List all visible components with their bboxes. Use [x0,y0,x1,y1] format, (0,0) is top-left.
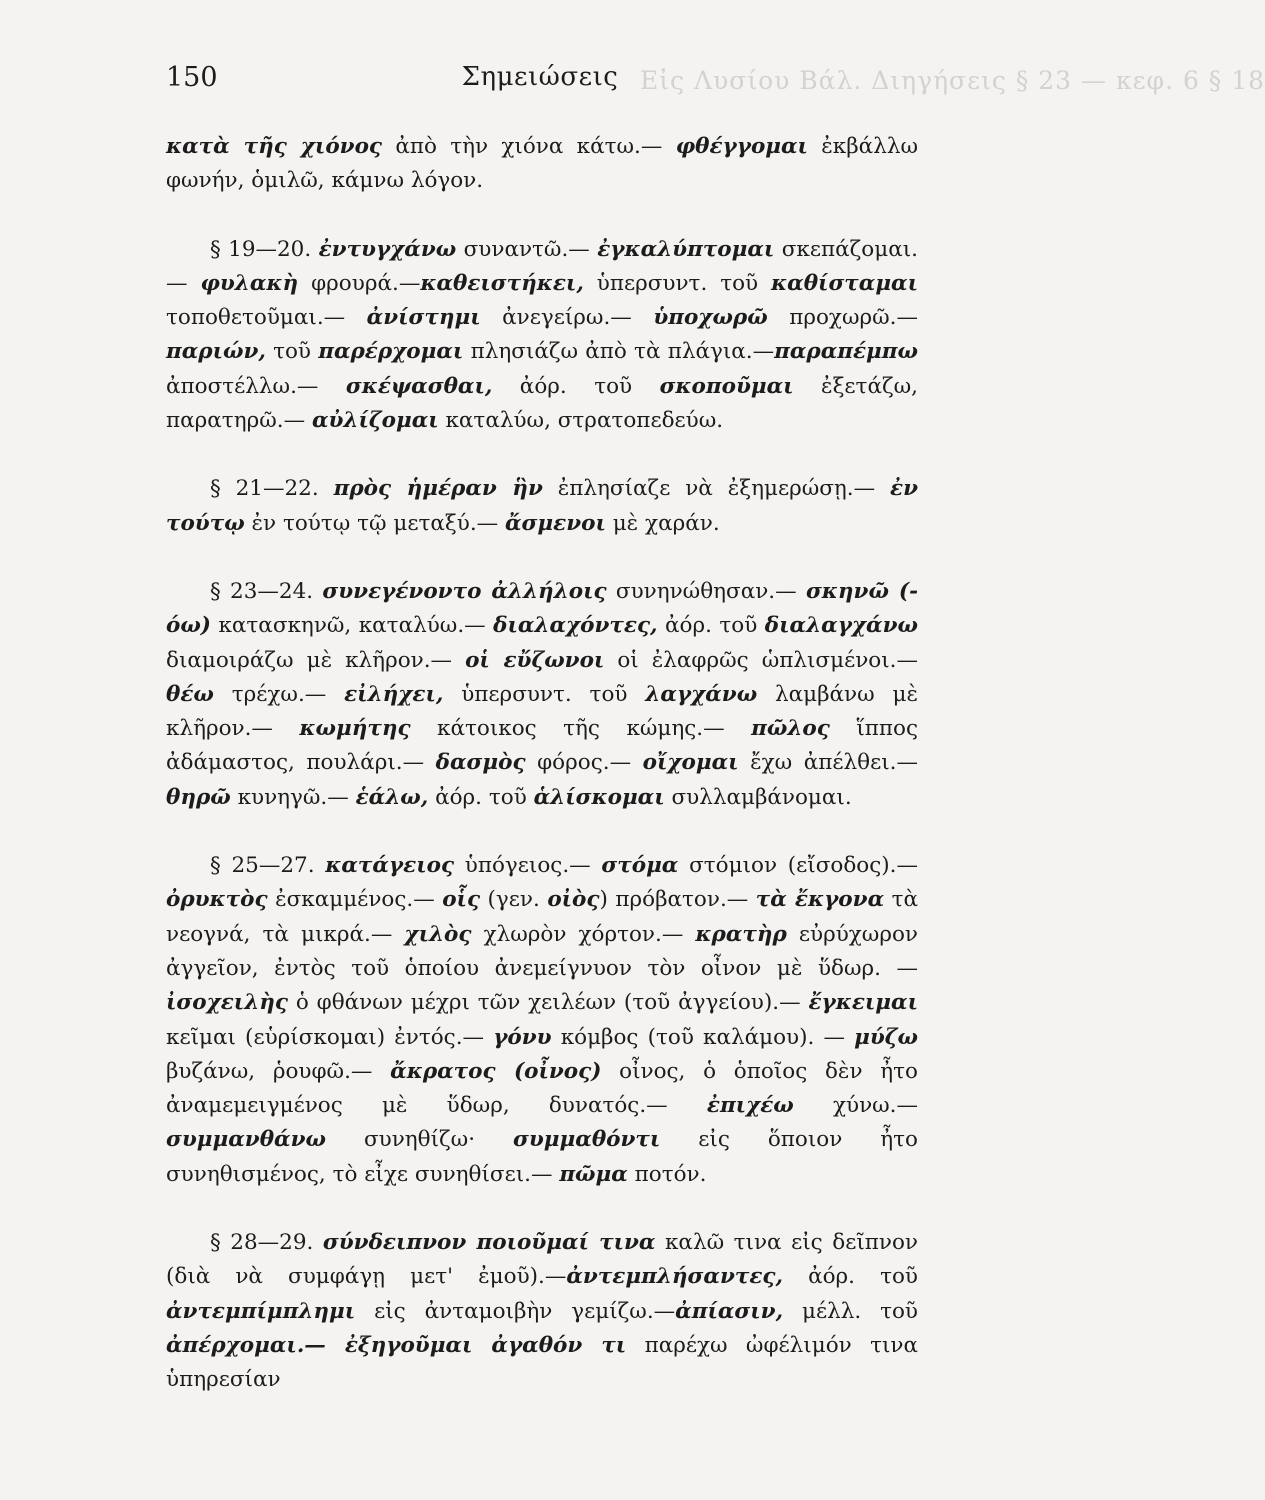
gloss-text: κεῖμαι (εὑρίσκομαι) ἐντός.— [166,1024,494,1050]
note-paragraph [166,233,918,439]
headword: κατάγειος [325,853,455,879]
gloss-text: συνηθίζω· [325,1127,514,1153]
headword: ἐγκαλύπτομαι [597,236,775,262]
headword: κρατὴρ [695,921,787,947]
gloss-text: ποτόν. [627,1161,707,1187]
gloss-text: ὑπερσυντ. τοῦ [443,681,646,707]
gloss-text: τρέχω.— [213,681,345,707]
headword: καθίσταμαι [771,270,918,296]
headword: σκηνῶ (-όω) [166,578,918,639]
headword: χιλὸς [404,921,472,947]
gloss-text: ἐσκαμμένος.— [267,887,443,913]
gloss-text: εὐρύχωρον ἀγγεῖον, ἐντὸς τοῦ ὁποίου ἀνεμείγνυον τὸν οἶνον μὲ ὕδωρ. — [166,921,918,981]
headword: ἐντυγχάνω [318,236,457,262]
gloss-text: ) πρόβατον.— [599,887,756,913]
headword: ἀνίστημι [366,305,481,331]
gloss-text: τοποθετοῦμαι.— [166,305,367,331]
gloss-text: συναντῶ.— [456,236,598,262]
gloss-text: § 25—27. [210,853,326,879]
gloss-text: εἰς ἀνταμοιβὴν γεμίζω.— [355,1298,676,1324]
gloss-text: φρουρά.— [298,270,421,296]
gloss-text: ἐκβάλλω φωνήν, ὁμιλῶ, κάμνω λόγον. [166,134,918,194]
headword: σκέψασθαι, [345,373,493,399]
headword: ἐπιχέω [706,1093,794,1119]
gloss-text: μέλλ. τοῦ [783,1298,918,1324]
gloss-text: τοῦ [265,339,319,365]
gloss-text: εἰς ὅποιον ἦτο συνηθισμένος, τὸ εἶχε συνηθίσει.— [166,1127,919,1187]
gloss-text: παρέχω ὠφέλιμόν τινα ὑπηρεσίαν [166,1332,918,1393]
gloss-text: (γεν. [480,887,548,913]
gloss-text: ἀόρ. τοῦ [657,613,765,639]
headword: κωμήτης [299,716,411,742]
headword: λαγχάνω [645,681,758,707]
headword: ἀπίασιν, [675,1298,784,1324]
gloss-text: πλησιάζω ἀπὸ τὰ πλάγια.— [463,339,775,365]
headword: ἄσμενοι [504,510,606,536]
headword: θηρῶ [166,784,231,810]
headword: ἁλίσκομαι [533,784,665,810]
gloss-text: οἶνος, ὁ ὁποῖος δὲν ἦτο ἀναμεμειγμένος μὲ ὕδωρ, δυνατός.— [166,1058,918,1119]
headword: φυλακὴ [200,270,299,296]
headword: ὀρυκτὸς [166,887,268,913]
gloss-text: ἀπὸ τὴν χιόνα κάτω.— [382,134,676,159]
gloss-text: ἵππος ἀδάμαστος, πουλάρι.— [166,716,918,776]
gloss-text: ὑπόγειος.— [454,853,602,879]
gloss-text: καλῶ τινα εἰς δεῖπνον (διὰ νὰ συμφάγῃ μετ' ἐμοῦ).— [166,1230,918,1290]
gloss-text: διαμοιράζω μὲ κλῆρον.— [166,647,466,673]
headword: πῶμα [559,1161,628,1187]
headword: παραπέμπω [774,339,918,365]
page-number: 150 [166,62,218,93]
running-title: Σημειώσεις [461,62,619,92]
headword: σκοποῦμαι [659,373,794,399]
gloss-text: μὲ χαράν. [605,510,720,536]
bleed-through-text: Εἰς Λυσίου Βάλ. Διηγήσεις § 23 — κεφ. 6 § 18 [640,66,1265,95]
gloss-text: χλωρὸν χόρτον.— [471,921,696,947]
gloss-text: κυνηγῶ.— [230,784,356,810]
gloss-text: § 28—29. [210,1230,323,1256]
note-paragraph [166,849,918,1192]
gloss-text: χύνω.— [793,1093,918,1119]
headword: θέω [166,681,214,707]
headword: ἑάλω, [355,784,429,810]
headword: κατὰ τῆς χιόνος [166,134,383,159]
gloss-text: σκεπάζομαι.— [166,236,918,296]
headword: οἷς [442,887,481,913]
gloss-text: στόμιον (εἴσοδος).— [678,853,918,879]
gloss-text: ὑπερσυντ. τοῦ [583,270,772,296]
gloss-text: ἔχω ἀπέλθει.— [738,750,918,776]
gloss-text: κόμβος (τοῦ καλάμου). — [551,1024,855,1050]
gloss-text: κάτοικος τῆς κώμης.— [410,716,752,742]
headword: οἱ εὔζωνοι [465,647,605,673]
headword: διαλαγχάνω [764,613,918,639]
gloss-text: ἀόρ. τοῦ [428,784,534,810]
gloss-text: § 19—20. [210,236,319,262]
headword: οἰὸς [547,887,600,913]
headword: διαλαχόντες, [493,613,658,639]
headword: ὑποχωρῶ [653,305,768,331]
note-paragraph [166,472,918,541]
headword: φθέγγομαι [675,134,808,159]
headword: μύζω [854,1024,918,1050]
headword: παριών, [166,339,266,365]
headword: ἔγκειμαι [808,990,918,1016]
gloss-text: βυζάνω, ῥουφῶ.— [166,1058,391,1084]
headword: οἴχομαι [642,750,739,776]
headword: πῶλος [751,716,830,742]
gloss-text: καταλύω, στρατοπεδεύω. [438,408,724,434]
headword: στόμα [601,853,679,879]
headword: ἀπέρχομαι.— ἐξηγοῦμαι ἀγαθόν τι [166,1332,627,1358]
gloss-text: ἐπλησίαζε νὰ ἐξημερώσῃ.— [542,476,891,502]
headword: εἰλήχει, [344,681,444,707]
note-paragraph [166,575,918,815]
gloss-text: ἀόρ. τοῦ [492,373,660,399]
headword: συμμαθόντι [513,1127,661,1153]
gloss-text: § 23—24. [210,578,323,604]
page-header [166,62,914,102]
gloss-text: συλλαμβάνομαι. [664,784,852,810]
headword: ἐν τούτῳ [166,476,919,536]
gloss-text: συνηνώθησαν.— [606,578,806,604]
notes-body [166,130,918,1398]
headword: ἰσοχειλὴς [166,990,289,1016]
headword: ἀντεμπίμπλημι [166,1298,356,1324]
headword: δασμὸς [435,750,526,776]
gloss-text: λαμβάνω μὲ κλῆρον.— [166,681,918,742]
headword: τὰ ἔκγονα [755,887,885,913]
headword: γόνυ [493,1024,552,1050]
headword: παρέρχομαι [318,339,464,365]
note-paragraph [166,130,918,199]
gloss-text: ἀποστέλλω.— [166,373,346,399]
headword: συνεγένοντο ἀλλήλοις [322,578,607,604]
gloss-text: κατασκηνῶ, καταλύω.— [210,613,494,639]
gloss-text: § 21—22. [210,476,334,502]
gloss-text: τὰ νεογνά, τὰ μικρά.— [166,887,919,947]
headword: πρὸς ἡμέραν ἣν [333,476,543,502]
note-paragraph [166,1226,918,1397]
headword: συμμανθάνω [166,1127,326,1153]
gloss-text: ὁ φθάνων μέχρι τῶν χειλέων (τοῦ ἀγγείου).— [288,990,809,1016]
headword: αὐλίζομαι [311,408,439,434]
headword: καθειστήκει, [420,270,584,296]
gloss-text: ἀόρ. τοῦ [782,1264,918,1290]
headword: σύνδειπνον ποιοῦμαί τινα [322,1230,656,1256]
gloss-text: οἱ ἐλαφρῶς ὡπλισμένοι.— [604,647,918,673]
gloss-text: ἐν τούτῳ τῷ μεταξύ.— [244,510,505,536]
gloss-text: ἀνεγείρω.— [480,305,654,331]
headword: ἀντεμπλήσαντες, [566,1264,783,1290]
headword: ἄκρατος (οἶνος) [390,1058,602,1084]
gloss-text: προχωρῶ.— [767,305,918,331]
gloss-text: ἐξετάζω, παρατηρῶ.— [166,373,918,434]
gloss-text: φόρος.— [525,750,643,776]
